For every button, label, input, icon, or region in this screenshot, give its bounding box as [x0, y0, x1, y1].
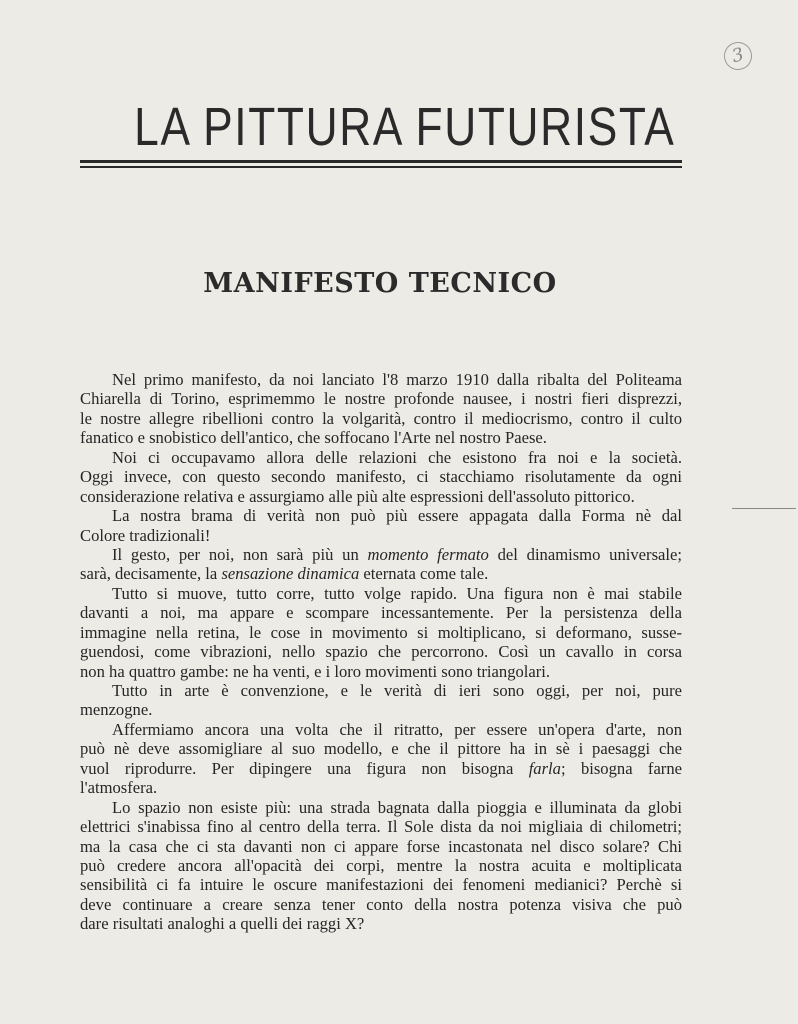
- text-line: [80, 564, 682, 583]
- subtitle: MANIFESTO TECNICO: [203, 268, 557, 299]
- text-line: Nel primo manifesto, da noi lanciato l'8 marzo 1910 dalla ribalta del Politeama: [112, 370, 682, 389]
- text-line: davanti a noi, ma appare e scompare incessantemente. Per la persistenza della: [80, 603, 682, 623]
- text-line: Noi ci occupavamo allora delle relazioni che esistono fra noi e la società.: [112, 447, 682, 467]
- text-line: fanatico e snobistico dell'antico, che soffocano l'Arte nel nostro Paese.: [80, 428, 547, 448]
- text-line: Lo spazio non esiste più: una strada bagnata dalla pioggia e illuminata da globi: [112, 797, 682, 817]
- text-segment: vuol riprodurre. Per dipingere una figura non bisogna: [80, 758, 529, 778]
- text-line: Tutto in arte è convenzione, e le verità di ieri sono oggi, per noi, pure: [112, 681, 682, 700]
- manifesto-text: [80, 370, 682, 934]
- title-rule-thin: [80, 166, 682, 168]
- italic-phrase: farla: [528, 758, 561, 778]
- margin-mark: [732, 508, 796, 509]
- text-segment: del dinamismo universale;: [488, 544, 682, 564]
- text-line: La nostra brama di verità non può più essere appagata dalla Forma nè dal: [112, 506, 682, 526]
- title-rule-thick: [80, 160, 682, 163]
- text-line: Affermiamo ancora una volta che il ritratto, per essere un'opera d'arte, non: [112, 719, 682, 739]
- text-line: Colore tradizionali!: [80, 525, 211, 545]
- page-title: LA PITTURA FUTURISTA: [134, 97, 676, 157]
- text-segment: ; bisogna farne: [560, 758, 683, 778]
- text-line: può credere ancora all'opacità dei corpi, mentre la nostra acuita e moltiplicata: [80, 855, 682, 875]
- text-line: dare risultati analoghi a quelli dei raggi X?: [80, 914, 365, 934]
- text-line: Tutto si muove, tutto corre, tutto volge rapido. Una figura non è mai stabile: [112, 583, 682, 603]
- text-line: le nostre allegre ribellioni contro la volgarità, contro il mediocrismo, contro il culto: [80, 408, 682, 428]
- text-line: guendosi, come vibrazioni, nello spazio che percorrono. Così un cavallo in corsa: [80, 642, 682, 662]
- text-segment: eternata come tale.: [359, 564, 489, 584]
- text-line: considerazione relativa e assurgiamo alle più alte espressioni dell'assoluto pittorico.: [80, 486, 635, 506]
- text-line: menzogne.: [80, 700, 153, 720]
- text-line: [80, 545, 682, 564]
- text-line: non ha quattro gambe: ne ha venti, e i loro movimenti sono triangolari.: [80, 661, 551, 681]
- text-line: l'atmosfera.: [80, 778, 158, 798]
- text-line: [80, 759, 682, 778]
- text-line: elettrici s'inabissa fino al centro della terra. Il Sole dista da noi migliaia di chilometri;: [80, 817, 682, 837]
- text-segment: sarà, decisamente, la: [80, 564, 222, 584]
- text-line: Chiarella di Torino, esprimemmo le nostre profonde nausee, i nostri fieri disprezzi,: [80, 389, 682, 409]
- text-line: immagine nella retina, le cose in movimento si moltiplicano, si deformano, susse-: [80, 622, 682, 642]
- italic-phrase: sensazione dinamica: [221, 564, 360, 584]
- text-line: ma la casa che ci sta davanti non ci appare forse incastonata nel disco solare? Chi: [80, 836, 682, 856]
- text-line: può nè deve assomigliare al suo modello, e che il pittore ha in sè i paesaggi che: [80, 739, 682, 759]
- handwritten-page-number: 3: [721, 39, 755, 73]
- text-segment: Il gesto, per noi, non sarà più un: [112, 544, 368, 564]
- italic-phrase: momento fermato: [367, 544, 489, 564]
- text-line: Oggi invece, con questo secondo manifesto, ci stacchiamo risolutamente da ogni: [80, 467, 682, 487]
- text-line: deve continuare a creare senza tener conto della nostra potenza visiva che può: [80, 894, 682, 914]
- text-line: sensibilità ci fa intuire le oscure manifestazioni dei fenomeni medianici? Perchè si: [80, 875, 682, 895]
